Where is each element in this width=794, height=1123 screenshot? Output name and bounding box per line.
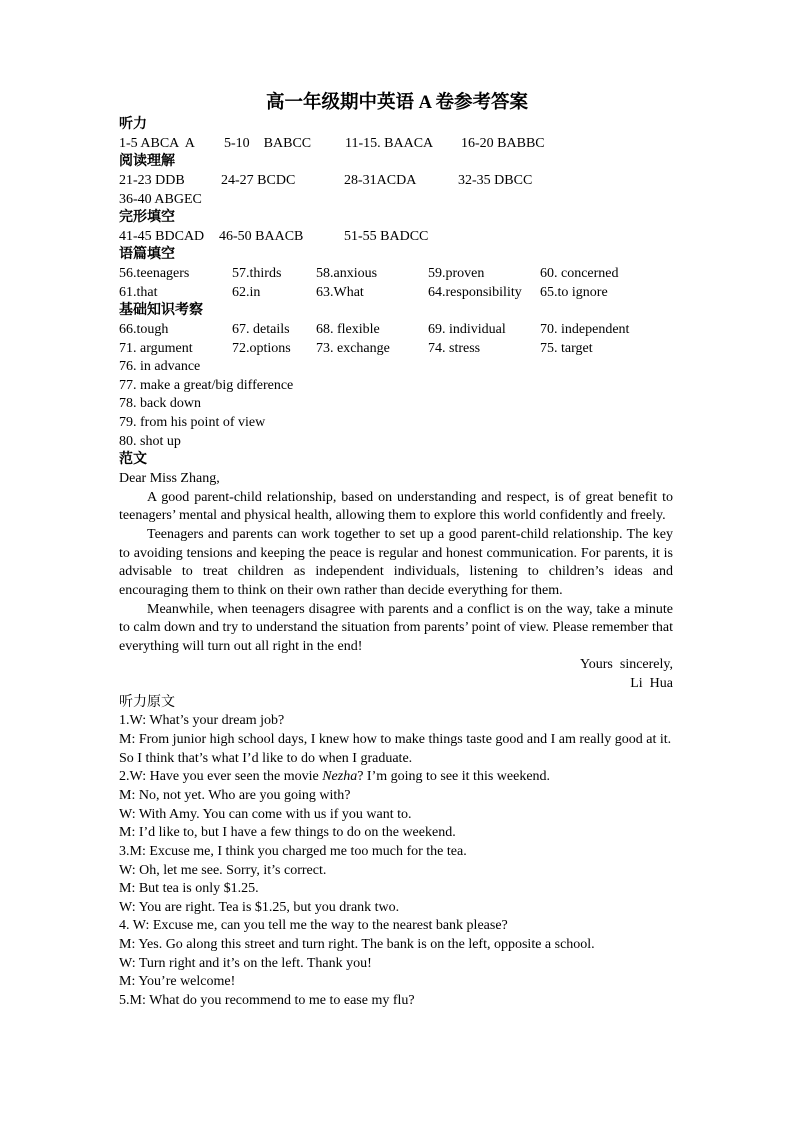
- listening-answers-row: [119, 135, 673, 154]
- transcript-line: M: But tea is only $1.25.: [119, 881, 259, 897]
- essay-salutation: Dear Miss Zhang,: [119, 471, 220, 487]
- transcript-line: M: Yes. Go along this street and turn right. The bank is on the left, opposite a school.: [119, 937, 595, 953]
- answer-key-content: [119, 116, 673, 1011]
- transcript-line: W: With Amy. You can come with us if you want to.: [119, 806, 412, 822]
- answer-group: 11-15. BAACA: [345, 135, 434, 151]
- transcript-line: W: Turn right and it’s on the left. Thank you!: [119, 955, 372, 971]
- reading-answers-row: [119, 172, 673, 191]
- transcript-line: M: You’re welcome!: [119, 974, 236, 990]
- transcript-line: 5.M: What do you recommend to me to ease my flu?: [119, 992, 415, 1008]
- answer-item: 63.What: [316, 284, 364, 300]
- transcript-line: [119, 768, 673, 787]
- transcript-line: W: Oh, let me see. Sorry, it’s correct.: [119, 862, 327, 878]
- transcript-line-text: ? I’m going to see it this weekend.: [357, 769, 551, 785]
- section-heading-text-completion: 语篇填空: [119, 247, 175, 263]
- answer-group: 51-55 BADCC: [344, 228, 429, 244]
- answer-item: 65.to ignore: [540, 284, 608, 300]
- transcript-line: W: You are right. Tea is $1.25, but you drank two.: [119, 899, 400, 915]
- answer-item: 56.teenagers: [119, 266, 190, 282]
- answer-item: 74. stress: [428, 340, 481, 356]
- reading-answers-row-2: [119, 191, 673, 210]
- answer-item: 62.in: [232, 284, 261, 300]
- answer-item: 70. independent: [540, 321, 630, 337]
- answer-item: 64.responsibility: [428, 284, 522, 300]
- essay-paragraph: Meanwhile, when teenagers disagree with parents and a conflict is on the way, take a minute to calm down and try to understand the situation from parents’ point of view. Please remember that everything will turn out all right in the end!: [119, 601, 673, 654]
- section-heading-reading: 阅读理解: [119, 154, 175, 170]
- answer-group: 28-31ACDA: [344, 172, 417, 188]
- answer-item: 72.options: [232, 340, 291, 356]
- answer-item: 75. target: [540, 340, 593, 356]
- answer-item: 73. exchange: [316, 340, 390, 356]
- essay-paragraph: A good parent-child relationship, based on understanding and respect, is of great benefit to teenagers’ mental and physical health, allowing them to explore this world confidently and freely.: [119, 489, 673, 524]
- answer-group: 32-35 DBCC: [458, 172, 533, 188]
- answer-item: 59.proven: [428, 266, 485, 282]
- answer-item: 68. flexible: [316, 321, 380, 337]
- essay-signature: Li Hua: [630, 676, 673, 692]
- section-heading-transcript: 听力原文: [119, 694, 175, 710]
- phrase-answer: 78. back down: [119, 396, 202, 412]
- answer-group: 16-20 BABBC: [461, 135, 545, 151]
- answer-item: 67. details: [232, 321, 290, 337]
- page-title: 高一年级期中英语 A 卷参考答案: [265, 93, 529, 113]
- answer-item: 61.that: [119, 284, 158, 300]
- answer-group: 21-23 DDB: [119, 172, 185, 188]
- phrase-answer: 76. in advance: [119, 359, 201, 375]
- phrase-answer: 80. shot up: [119, 433, 181, 449]
- answer-item: 71. argument: [119, 340, 193, 356]
- text-completion-row: [119, 284, 673, 303]
- answer-group: 24-27 BCDC: [221, 172, 296, 188]
- answer-item: 58.anxious: [316, 266, 378, 282]
- answer-group: 41-45 BDCAD: [119, 228, 205, 244]
- phrase-answer: 79. from his point of view: [119, 415, 266, 431]
- answer-item: 66.tough: [119, 321, 169, 337]
- answer-item: 69. individual: [428, 321, 506, 337]
- answer-group: 36-40 ABGEC: [119, 191, 202, 207]
- section-heading-listening: 听力: [119, 117, 147, 132]
- section-heading-sample-essay: 范文: [119, 452, 147, 468]
- answer-item: 57.thirds: [232, 266, 282, 282]
- answer-item: 60. concerned: [540, 266, 619, 282]
- essay-paragraph: Teenagers and parents can work together to set up a good parent-child relationship. The key to avoiding tensions and keeping the peace is regular and honest communication. For parents, it is advisable to treat children as independent individuals, listening to children’s ideas and encouraging them to think on their own rather than decide everything for them.: [119, 526, 673, 598]
- movie-title: Nezha: [322, 769, 358, 785]
- transcript-line: M: From junior high school days, I knew how to make things taste good and I am really good at it. So I think that’s what I’d like to do when I graduate.: [119, 732, 672, 766]
- cloze-answers-row: [119, 228, 673, 247]
- transcript-line: 1.W: What’s your dream job?: [119, 713, 285, 729]
- transcript-line: 4. W: Excuse me, can you tell me the way to the nearest bank please?: [119, 918, 508, 934]
- text-completion-row: [119, 265, 673, 284]
- phrase-answer: 77. make a great/big difference: [119, 377, 294, 393]
- essay-closing: Yours sincerely,: [580, 657, 673, 673]
- answer-group: 5-10 BABCC: [224, 135, 312, 151]
- transcript-line: 3.M: Excuse me, I think you charged me too much for the tea.: [119, 843, 467, 859]
- answer-group: 1-5 ABCA A: [119, 135, 195, 151]
- transcript-line: M: No, not yet. Who are you going with?: [119, 787, 351, 803]
- answer-group: 46-50 BAACB: [219, 228, 304, 244]
- basics-row: [119, 340, 673, 359]
- section-heading-basics: 基础知识考察: [119, 303, 203, 319]
- transcript-line: M: I’d like to, but I have a few things to do on the weekend.: [119, 825, 456, 841]
- basics-row: [119, 321, 673, 340]
- section-heading-cloze: 完形填空: [119, 210, 175, 226]
- transcript-line-text: 2.W: Have you ever seen the movie: [119, 769, 323, 785]
